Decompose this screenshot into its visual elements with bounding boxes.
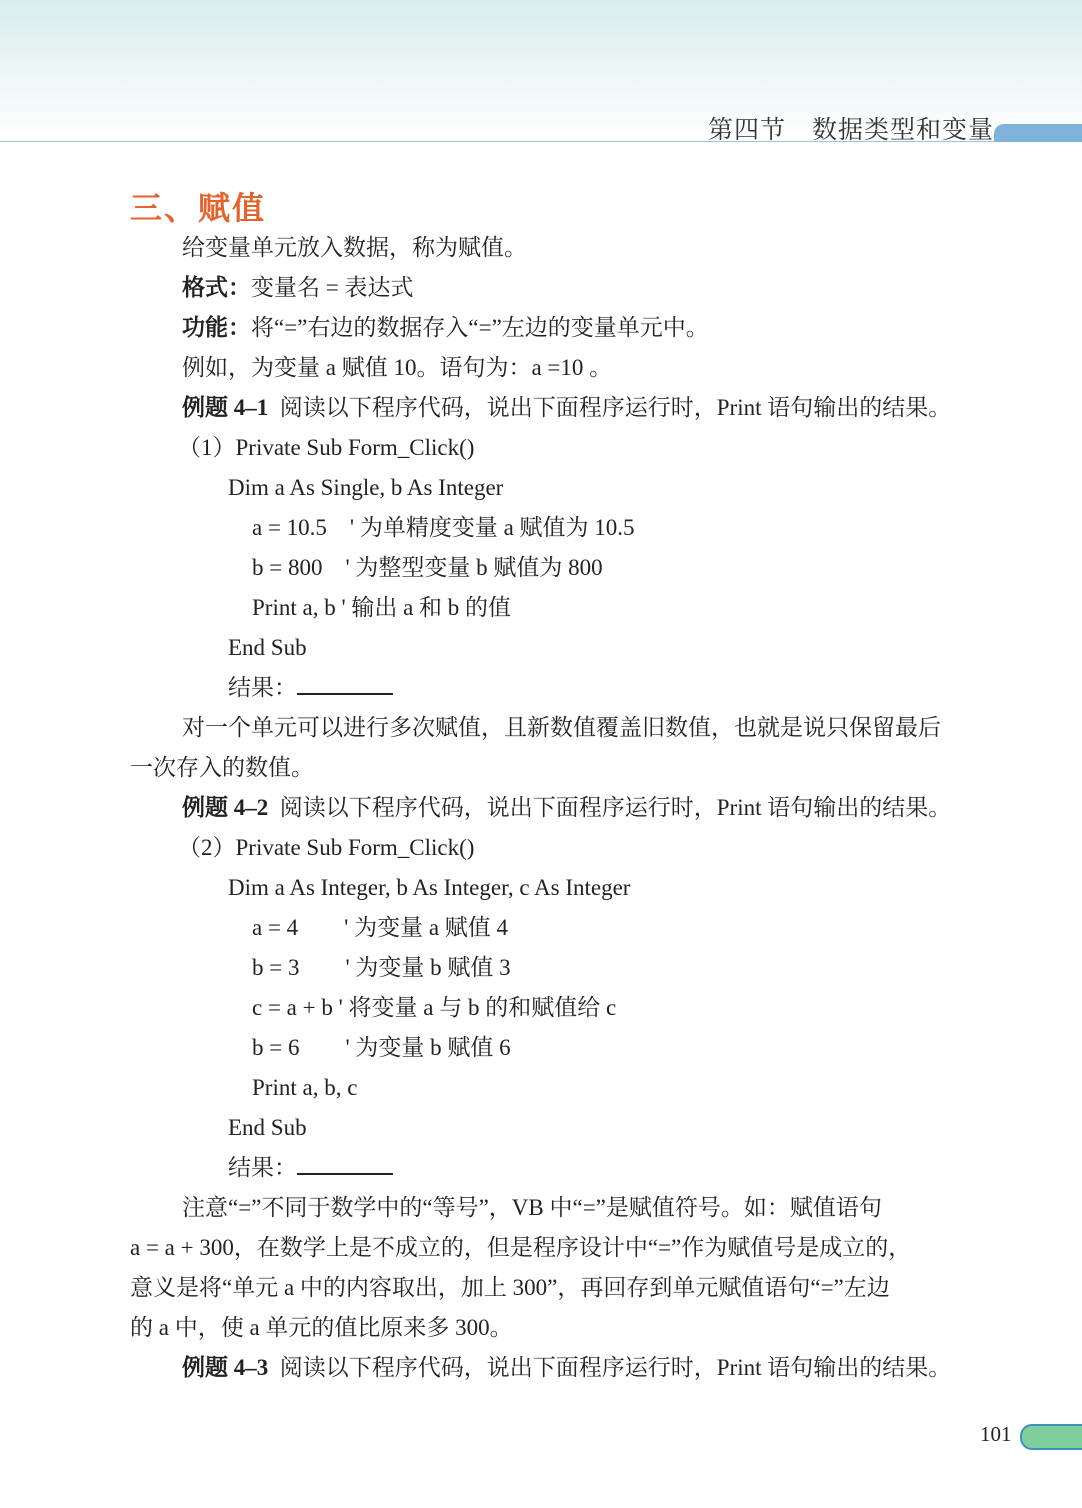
code-line: a = 4 ' 为变量 a 赋值 4 xyxy=(252,915,509,940)
result-label: 结果： xyxy=(228,675,297,700)
ex2-result xyxy=(228,1153,393,1183)
code-line: Print a, b, c xyxy=(252,1075,358,1100)
code-line: Print a, b ' 输出 a 和 b 的值 xyxy=(252,595,512,620)
code-line: End Sub xyxy=(228,1115,307,1140)
function-label: 功能： xyxy=(182,315,251,340)
code-line: End Sub xyxy=(228,635,307,660)
code-line: Dim a As Single, b As Integer xyxy=(228,475,504,500)
ex3-text: 阅读以下程序代码，说出下面程序运行时，Print 语句输出的结果。 xyxy=(279,1355,952,1380)
ex1-text: 阅读以下程序代码，说出下面程序运行时，Print 语句输出的结果。 xyxy=(279,395,952,420)
function-text: 将“=”右边的数据存入“=”左边的变量单元中。 xyxy=(251,315,709,340)
code-line: （2）Private Sub Form_Click() xyxy=(178,835,475,860)
intro-text: 给变量单元放入数据，称为赋值。 xyxy=(182,235,527,260)
format-line xyxy=(182,273,413,303)
ex2-label: 例题 4–2 xyxy=(182,795,269,820)
answer-blank xyxy=(297,1153,393,1175)
result-label: 结果： xyxy=(228,1155,297,1180)
ex2-heading xyxy=(182,793,951,823)
para-multi-line1: 对一个单元可以进行多次赋值，且新数值覆盖旧数值，也就是说只保留最后 xyxy=(182,715,941,740)
code-line: c = a + b ' 将变量 a 与 b 的和赋值给 c xyxy=(252,995,617,1020)
page-tab xyxy=(1020,1424,1082,1450)
code-line: b = 800 ' 为整型变量 b 赋值为 800 xyxy=(252,555,603,580)
ex1-label: 例题 4–1 xyxy=(182,395,269,420)
chapter-title: 第四节 数据类型和变量 xyxy=(708,117,995,144)
ex3-heading xyxy=(182,1353,951,1383)
header-tab xyxy=(994,124,1082,142)
code-line: b = 6 ' 为变量 b 赋值 6 xyxy=(252,1035,511,1060)
note-line1: 注意“=”不同于数学中的“等号”，VB 中“=”是赋值符号。如：赋值语句 xyxy=(182,1195,882,1220)
page-number: 101 xyxy=(980,1422,1012,1446)
ex1-result xyxy=(228,673,393,703)
code-line: b = 3 ' 为变量 b 赋值 3 xyxy=(252,955,511,980)
ex2-text: 阅读以下程序代码，说出下面程序运行时，Print 语句输出的结果。 xyxy=(279,795,952,820)
code-line: a = 10.5 ' 为单精度变量 a 赋值为 10.5 xyxy=(252,515,635,540)
code-line: Dim a As Integer, b As Integer, c As Integer xyxy=(228,875,631,900)
note-line3: 意义是将“单元 a 中的内容取出，加上 300”，再回存到单元赋值语句“=”左边 xyxy=(130,1275,890,1300)
note-line2: a = a + 300，在数学上是不成立的，但是程序设计中“=”作为赋值号是成立的， xyxy=(130,1235,912,1260)
ex3-label: 例题 4–3 xyxy=(182,1355,269,1380)
code-line: （1）Private Sub Form_Click() xyxy=(178,435,475,460)
para-multi-line2: 一次存入的数值。 xyxy=(130,755,314,780)
answer-blank xyxy=(297,673,393,695)
ex1-heading xyxy=(182,393,951,423)
format-label: 格式： xyxy=(182,275,251,300)
example-line: 例如，为变量 a 赋值 10。语句为：a =10 。 xyxy=(182,355,613,380)
format-text: 变量名 = 表达式 xyxy=(251,275,414,300)
function-line xyxy=(182,313,709,343)
section-heading: 三、赋值 xyxy=(130,190,267,226)
note-line4: 的 a 中，使 a 单元的值比原来多 300。 xyxy=(130,1315,513,1340)
